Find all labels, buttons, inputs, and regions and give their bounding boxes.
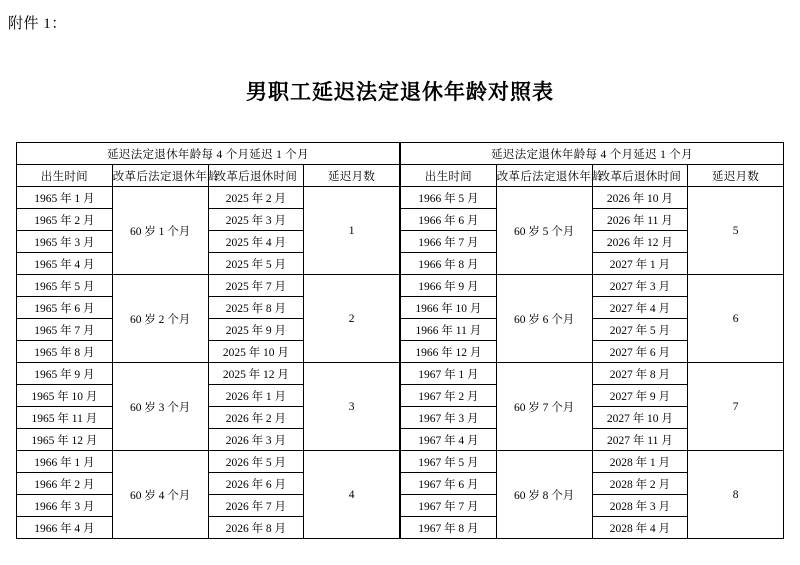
cell-age: 60 岁 4 个月	[112, 451, 208, 539]
cell-birth: 1967 年 8 月	[401, 517, 497, 539]
cell-retire: 2027 年 8 月	[592, 363, 688, 385]
cell-retire: 2028 年 2 月	[592, 473, 688, 495]
group-header: 延迟法定退休年龄每 4 个月延迟 1 个月	[401, 143, 784, 165]
cell-months: 8	[688, 451, 784, 539]
table-row	[401, 187, 784, 209]
column-header-retire: 改革后退休时间	[208, 165, 304, 187]
cell-birth: 1965 年 2 月	[17, 209, 113, 231]
cell-retire: 2026 年 2 月	[208, 407, 304, 429]
cell-birth: 1967 年 5 月	[401, 451, 497, 473]
cell-retire: 2027 年 10 月	[592, 407, 688, 429]
cell-retire: 2025 年 12 月	[208, 363, 304, 385]
cell-retire: 2026 年 7 月	[208, 495, 304, 517]
table-group-header-row	[401, 143, 784, 165]
cell-birth: 1966 年 9 月	[401, 275, 497, 297]
table-row	[401, 363, 784, 385]
column-header-retire: 改革后退休时间	[592, 165, 688, 187]
cell-birth: 1966 年 2 月	[17, 473, 113, 495]
cell-birth: 1966 年 11 月	[401, 319, 497, 341]
cell-retire: 2025 年 3 月	[208, 209, 304, 231]
page-title: 男职工延迟法定退休年龄对照表	[246, 80, 554, 104]
cell-age: 60 岁 6 个月	[496, 275, 592, 363]
cell-retire: 2027 年 1 月	[592, 253, 688, 275]
cell-age: 60 岁 2 个月	[112, 275, 208, 363]
cell-birth: 1966 年 12 月	[401, 341, 497, 363]
table-header-row	[401, 165, 784, 187]
cell-birth: 1967 年 2 月	[401, 385, 497, 407]
cell-retire: 2025 年 2 月	[208, 187, 304, 209]
table-header-row	[17, 165, 400, 187]
column-header-birth: 出生时间	[401, 165, 497, 187]
cell-birth: 1965 年 12 月	[17, 429, 113, 451]
cell-months: 7	[688, 363, 784, 451]
cell-retire: 2028 年 1 月	[592, 451, 688, 473]
table-row	[17, 451, 400, 473]
cell-birth: 1965 年 5 月	[17, 275, 113, 297]
table-row	[17, 275, 400, 297]
cell-retire: 2025 年 5 月	[208, 253, 304, 275]
cell-retire: 2025 年 9 月	[208, 319, 304, 341]
cell-age: 60 岁 8 个月	[496, 451, 592, 539]
cell-retire: 2026 年 8 月	[208, 517, 304, 539]
cell-birth: 1965 年 11 月	[17, 407, 113, 429]
cell-retire: 2028 年 4 月	[592, 517, 688, 539]
retirement-table-left	[16, 142, 400, 539]
cell-birth: 1965 年 4 月	[17, 253, 113, 275]
cell-months: 3	[304, 363, 400, 451]
cell-retire: 2027 年 3 月	[592, 275, 688, 297]
cell-retire: 2026 年 6 月	[208, 473, 304, 495]
column-header-age: 改革后法定退休年龄	[496, 165, 592, 187]
cell-birth: 1966 年 6 月	[401, 209, 497, 231]
cell-retire: 2026 年 10 月	[592, 187, 688, 209]
table-group-header-row	[17, 143, 400, 165]
cell-age: 60 岁 7 个月	[496, 363, 592, 451]
cell-months: 4	[304, 451, 400, 539]
cell-birth: 1965 年 1 月	[17, 187, 113, 209]
retirement-table-right	[400, 142, 784, 539]
cell-retire: 2027 年 6 月	[592, 341, 688, 363]
cell-age: 60 岁 5 个月	[496, 187, 592, 275]
cell-retire: 2026 年 3 月	[208, 429, 304, 451]
cell-birth: 1966 年 7 月	[401, 231, 497, 253]
cell-birth: 1966 年 8 月	[401, 253, 497, 275]
cell-months: 6	[688, 275, 784, 363]
comparison-tables	[16, 142, 784, 539]
cell-months: 1	[304, 187, 400, 275]
cell-retire: 2026 年 1 月	[208, 385, 304, 407]
cell-birth: 1967 年 6 月	[401, 473, 497, 495]
attachment-label: 附件 1：	[8, 16, 67, 32]
cell-retire: 2025 年 4 月	[208, 231, 304, 253]
column-header-age: 改革后法定退休年龄	[112, 165, 208, 187]
cell-retire: 2025 年 8 月	[208, 297, 304, 319]
cell-birth: 1965 年 8 月	[17, 341, 113, 363]
cell-retire: 2027 年 11 月	[592, 429, 688, 451]
table-row	[401, 451, 784, 473]
cell-birth: 1966 年 4 月	[17, 517, 113, 539]
cell-retire: 2025 年 7 月	[208, 275, 304, 297]
cell-retire: 2026 年 11 月	[592, 209, 688, 231]
table-row	[17, 363, 400, 385]
table-row	[17, 187, 400, 209]
cell-retire: 2028 年 3 月	[592, 495, 688, 517]
column-header-birth: 出生时间	[17, 165, 113, 187]
cell-birth: 1967 年 4 月	[401, 429, 497, 451]
cell-birth: 1965 年 10 月	[17, 385, 113, 407]
cell-retire: 2026 年 12 月	[592, 231, 688, 253]
cell-retire: 2027 年 4 月	[592, 297, 688, 319]
cell-age: 60 岁 1 个月	[112, 187, 208, 275]
column-header-months: 延迟月数	[688, 165, 784, 187]
cell-birth: 1965 年 9 月	[17, 363, 113, 385]
cell-birth: 1967 年 7 月	[401, 495, 497, 517]
cell-birth: 1967 年 3 月	[401, 407, 497, 429]
cell-retire: 2027 年 9 月	[592, 385, 688, 407]
cell-birth: 1966 年 3 月	[17, 495, 113, 517]
cell-birth: 1966 年 1 月	[17, 451, 113, 473]
cell-birth: 1966 年 10 月	[401, 297, 497, 319]
table-row	[401, 275, 784, 297]
cell-retire: 2027 年 5 月	[592, 319, 688, 341]
cell-retire: 2025 年 10 月	[208, 341, 304, 363]
cell-retire: 2026 年 5 月	[208, 451, 304, 473]
cell-birth: 1965 年 6 月	[17, 297, 113, 319]
cell-birth: 1966 年 5 月	[401, 187, 497, 209]
cell-months: 5	[688, 187, 784, 275]
cell-birth: 1967 年 1 月	[401, 363, 497, 385]
group-header: 延迟法定退休年龄每 4 个月延迟 1 个月	[17, 143, 400, 165]
column-header-months: 延迟月数	[304, 165, 400, 187]
cell-age: 60 岁 3 个月	[112, 363, 208, 451]
cell-birth: 1965 年 7 月	[17, 319, 113, 341]
cell-birth: 1965 年 3 月	[17, 231, 113, 253]
cell-months: 2	[304, 275, 400, 363]
